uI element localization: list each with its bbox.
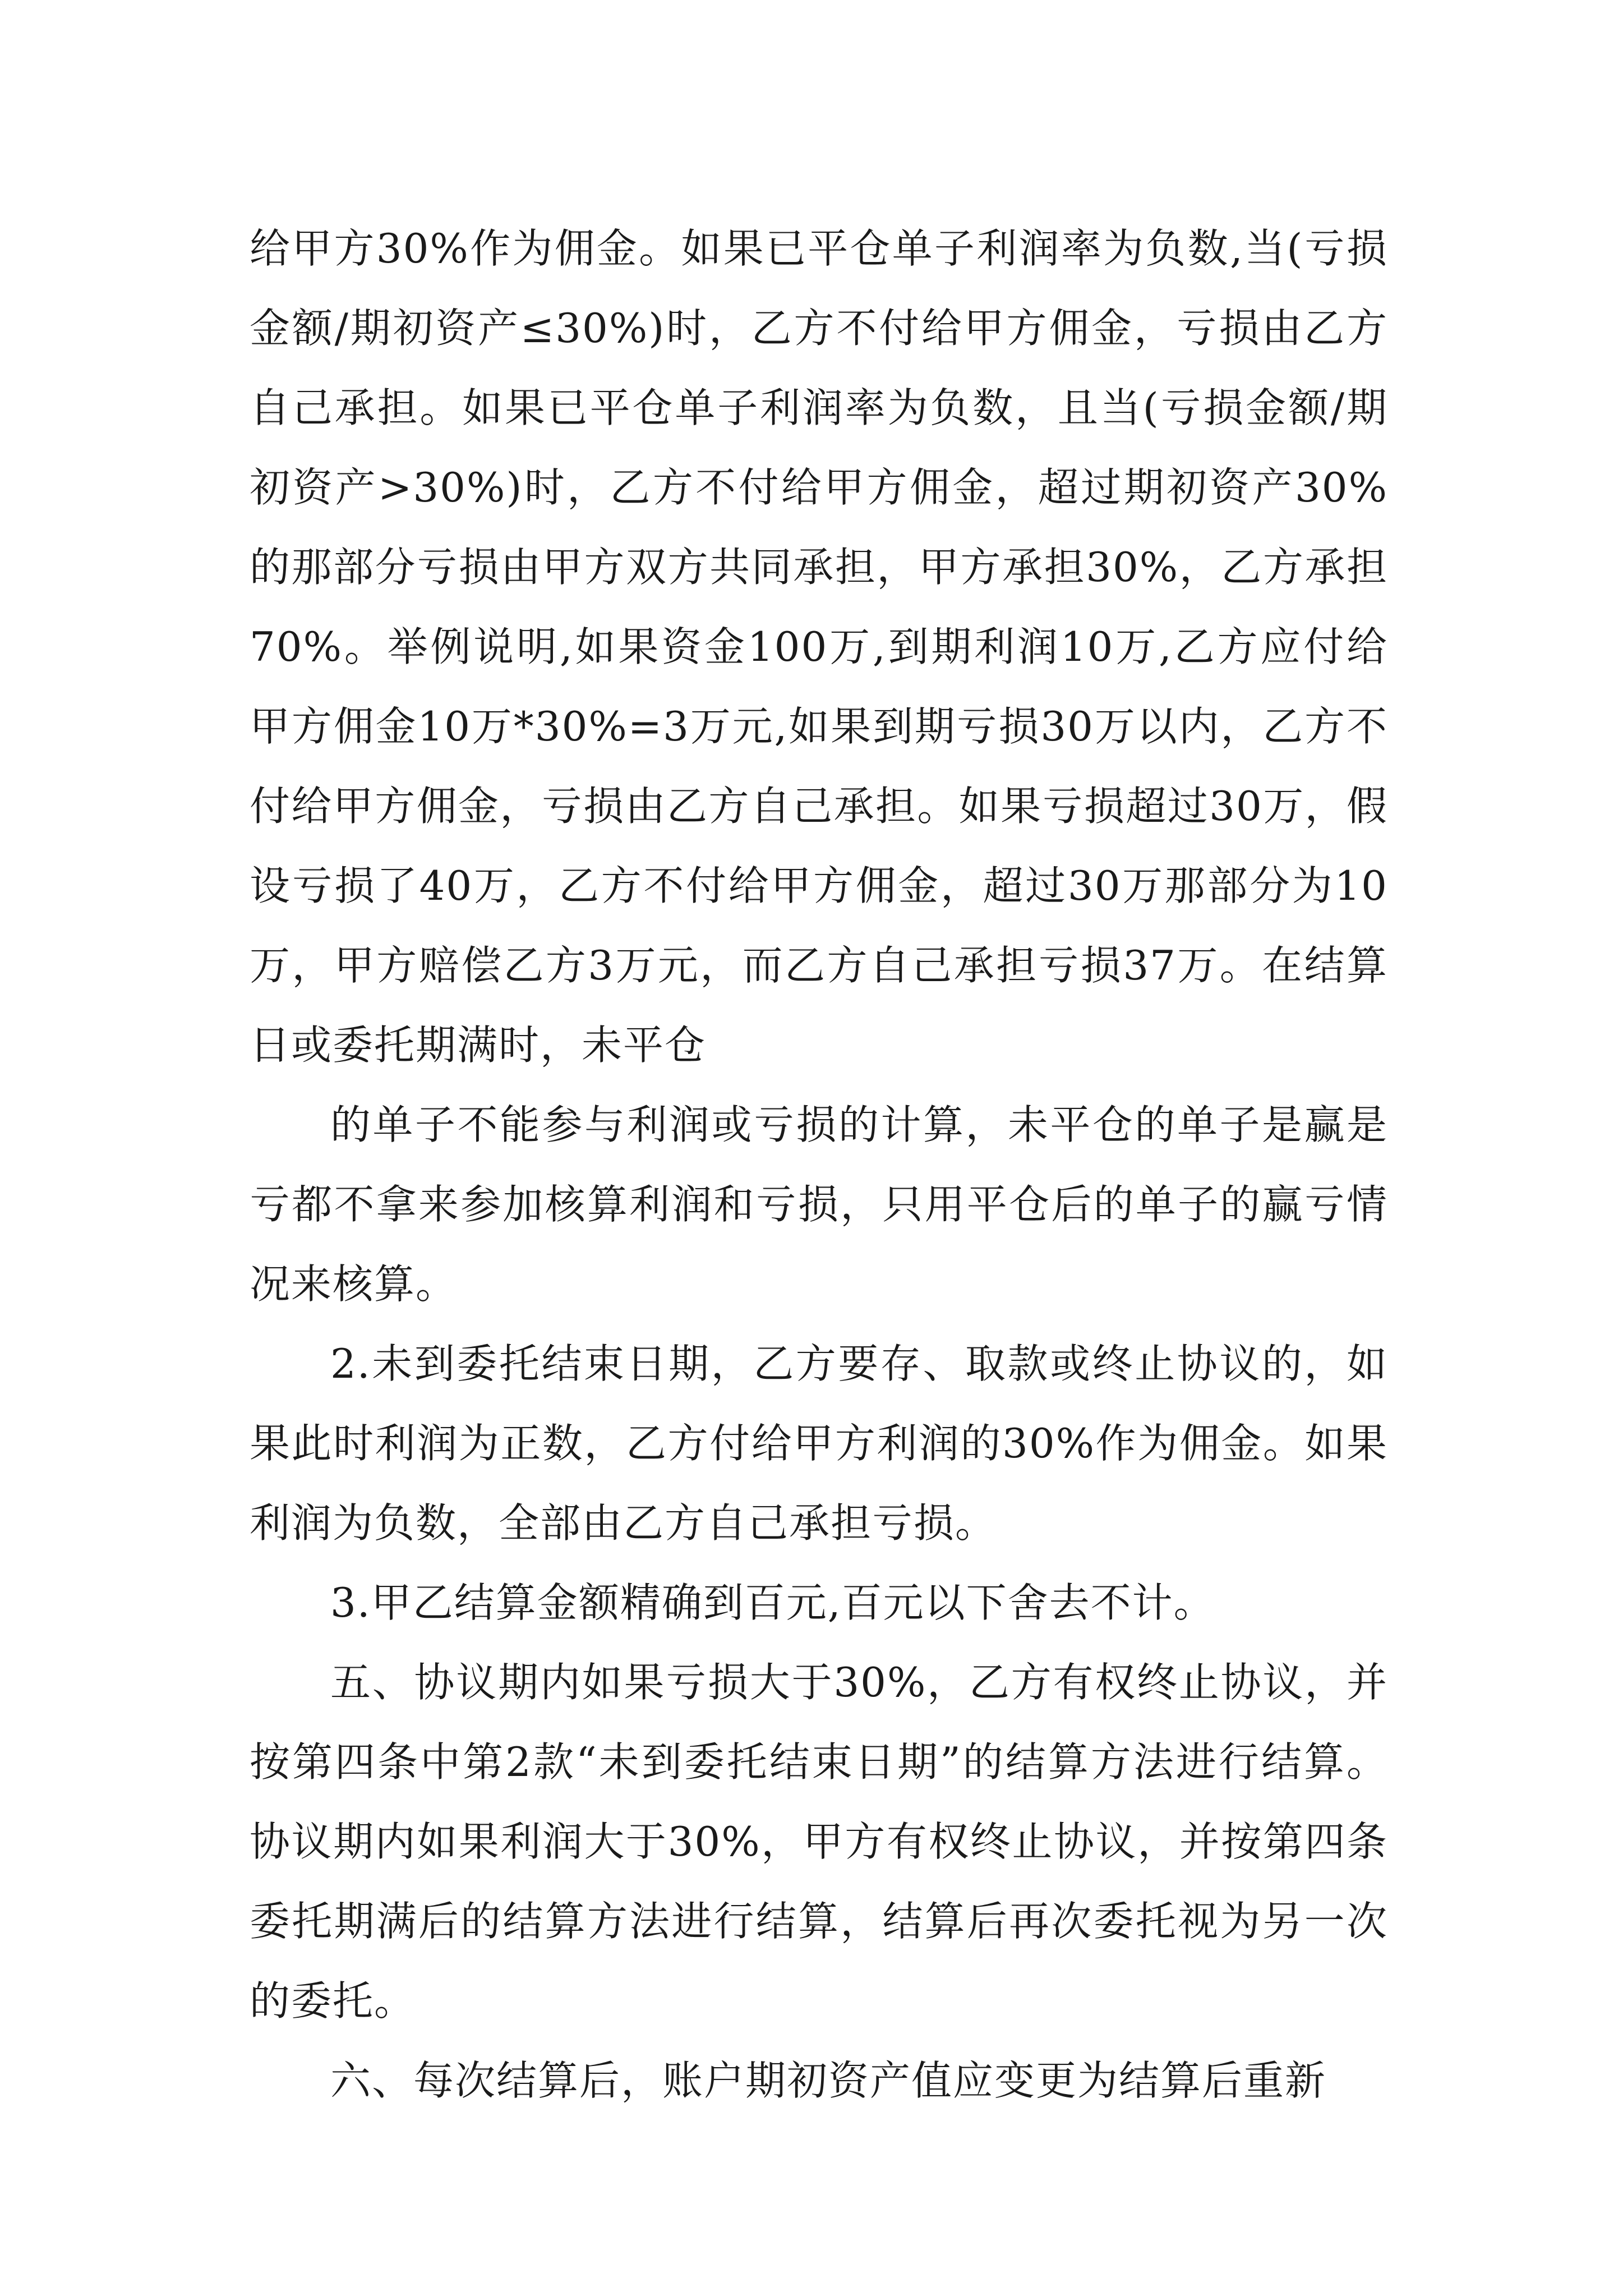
document-body: [250, 209, 1388, 2120]
paragraph-commission-terms: 给甲方30%作为佣金。如果已平仓单子利润率为负数,当(亏损金额/期初资产≤30%)时，乙方不付给甲方佣金，亏损由乙方自己承担。如果已平仓单子利润率为负数，且当(亏损金额/期初资产>30%)时，乙方不付给甲方佣金，超过期初资产30%的那部分亏损由甲方双方共同承担，甲方承担30%，乙方承担70%。举例说明,如果资金100万,到期利润10万,乙方应付给甲方佣金10万*30%=3万元,如果到期亏损30万以内，乙方不付给甲方佣金，亏损由乙方自己承担。如果亏损超过30万，假设亏损了40万，乙方不付给甲方佣金，超过30万那部分为10万，甲方赔偿乙方3万元，而乙方自己承担亏损37万。在结算日或委托期满时，未平仓: [250, 225, 1388, 1069]
paragraph-early-termination: 2.未到委托结束日期，乙方要存、取款或终止协议的，如果此时利润为正数，乙方付给甲方利润的30%作为佣金。如果利润为负数，全部由乙方自己承担亏损。: [250, 1340, 1388, 1547]
paragraph-unclosed-positions: 的单子不能参与利润或亏损的计算，未平仓的单子是赢是亏都不拿来参加核算利润和亏损，只用平仓后的单子的赢亏情况来核算。: [250, 1101, 1388, 1308]
paragraph-article-six: 六、每次结算后，账户期初资产值应变更为结算后重新: [330, 2057, 1327, 2104]
paragraph-article-five: 五、协议期内如果亏损大于30%，乙方有权终止协议，并按第四条中第2款“未到委托结束日期”的结算方法进行结算。协议期内如果利润大于30%，甲方有权终止协议，并按第四条委托期满后的结算方法进行结算，结算后再次委托视为另一次的委托。: [250, 1659, 1388, 2024]
paragraph-settlement-rounding: 3.甲乙结算金额精确到百元,百元以下舍去不计。: [330, 1579, 1215, 1626]
